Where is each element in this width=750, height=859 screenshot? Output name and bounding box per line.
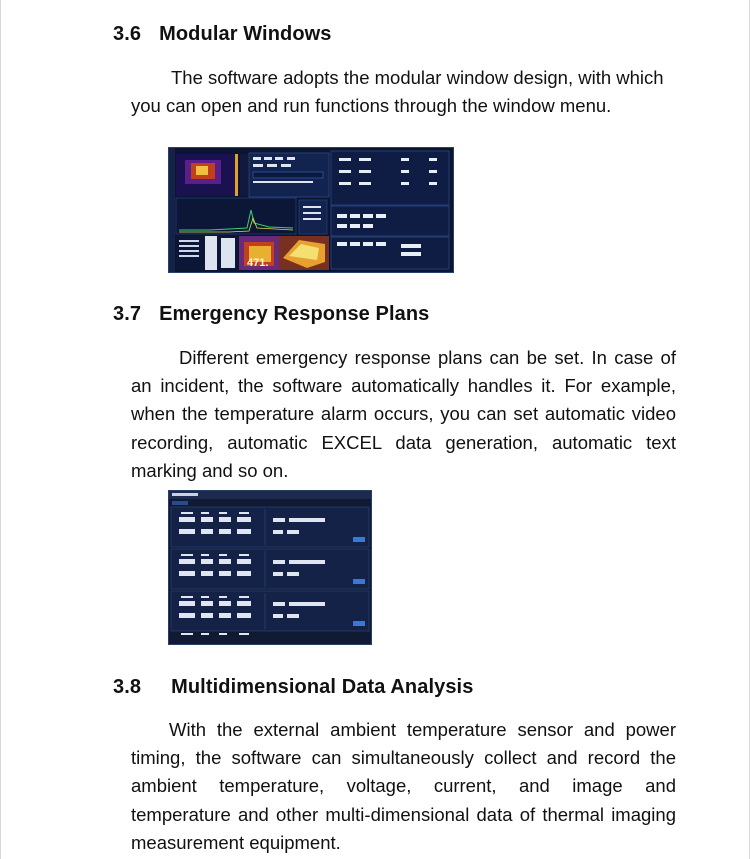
body-line: With the external ambient temperature sensor and power (169, 719, 676, 740)
page-edge-left (0, 0, 1, 859)
section-body-3-6 (131, 64, 676, 120)
section-number: 3.6 (113, 23, 142, 45)
section-number: 3.8 (113, 676, 142, 698)
section-body-3-7 (131, 344, 676, 485)
body-line: measurement equipment. (131, 831, 341, 853)
section-heading-3-6 (113, 23, 332, 46)
body-line: timing, the software can simultaneously collect and record the (131, 747, 676, 769)
section-heading-3-7 (113, 303, 429, 326)
section-number: 3.7 (113, 303, 142, 325)
body-line: recording, automatic EXCEL data generation, automatic text (131, 431, 676, 453)
section-title: Emergency Response Plans (159, 303, 430, 325)
overlay-reading: 471. (247, 257, 269, 269)
body-line: ambient temperature, voltage, current, and image and (131, 775, 676, 797)
emergency-plans-screenshot (168, 490, 372, 645)
body-line: The software adopts the modular window design, with which (171, 67, 664, 88)
section-title: Modular Windows (159, 23, 332, 45)
section-body-3-8 (131, 716, 676, 857)
modular-windows-screenshot (168, 147, 454, 273)
body-line: when the temperature alarm occurs, you can set automatic video (131, 403, 676, 425)
section-heading-3-8 (113, 676, 473, 699)
body-line: an incident, the software automatically handles it. For example, (131, 375, 676, 397)
section-title: Multidimensional Data Analysis (171, 676, 474, 698)
body-line: Different emergency response plans can be set. In case of (179, 347, 676, 368)
body-line: marking and so on. (131, 459, 289, 481)
body-line: you can open and run functions through the window menu. (131, 95, 612, 117)
emergency-plans-image (169, 491, 371, 644)
modular-windows-image (169, 148, 453, 272)
body-line: temperature and other multi-dimensional data of thermal imaging (131, 803, 676, 825)
